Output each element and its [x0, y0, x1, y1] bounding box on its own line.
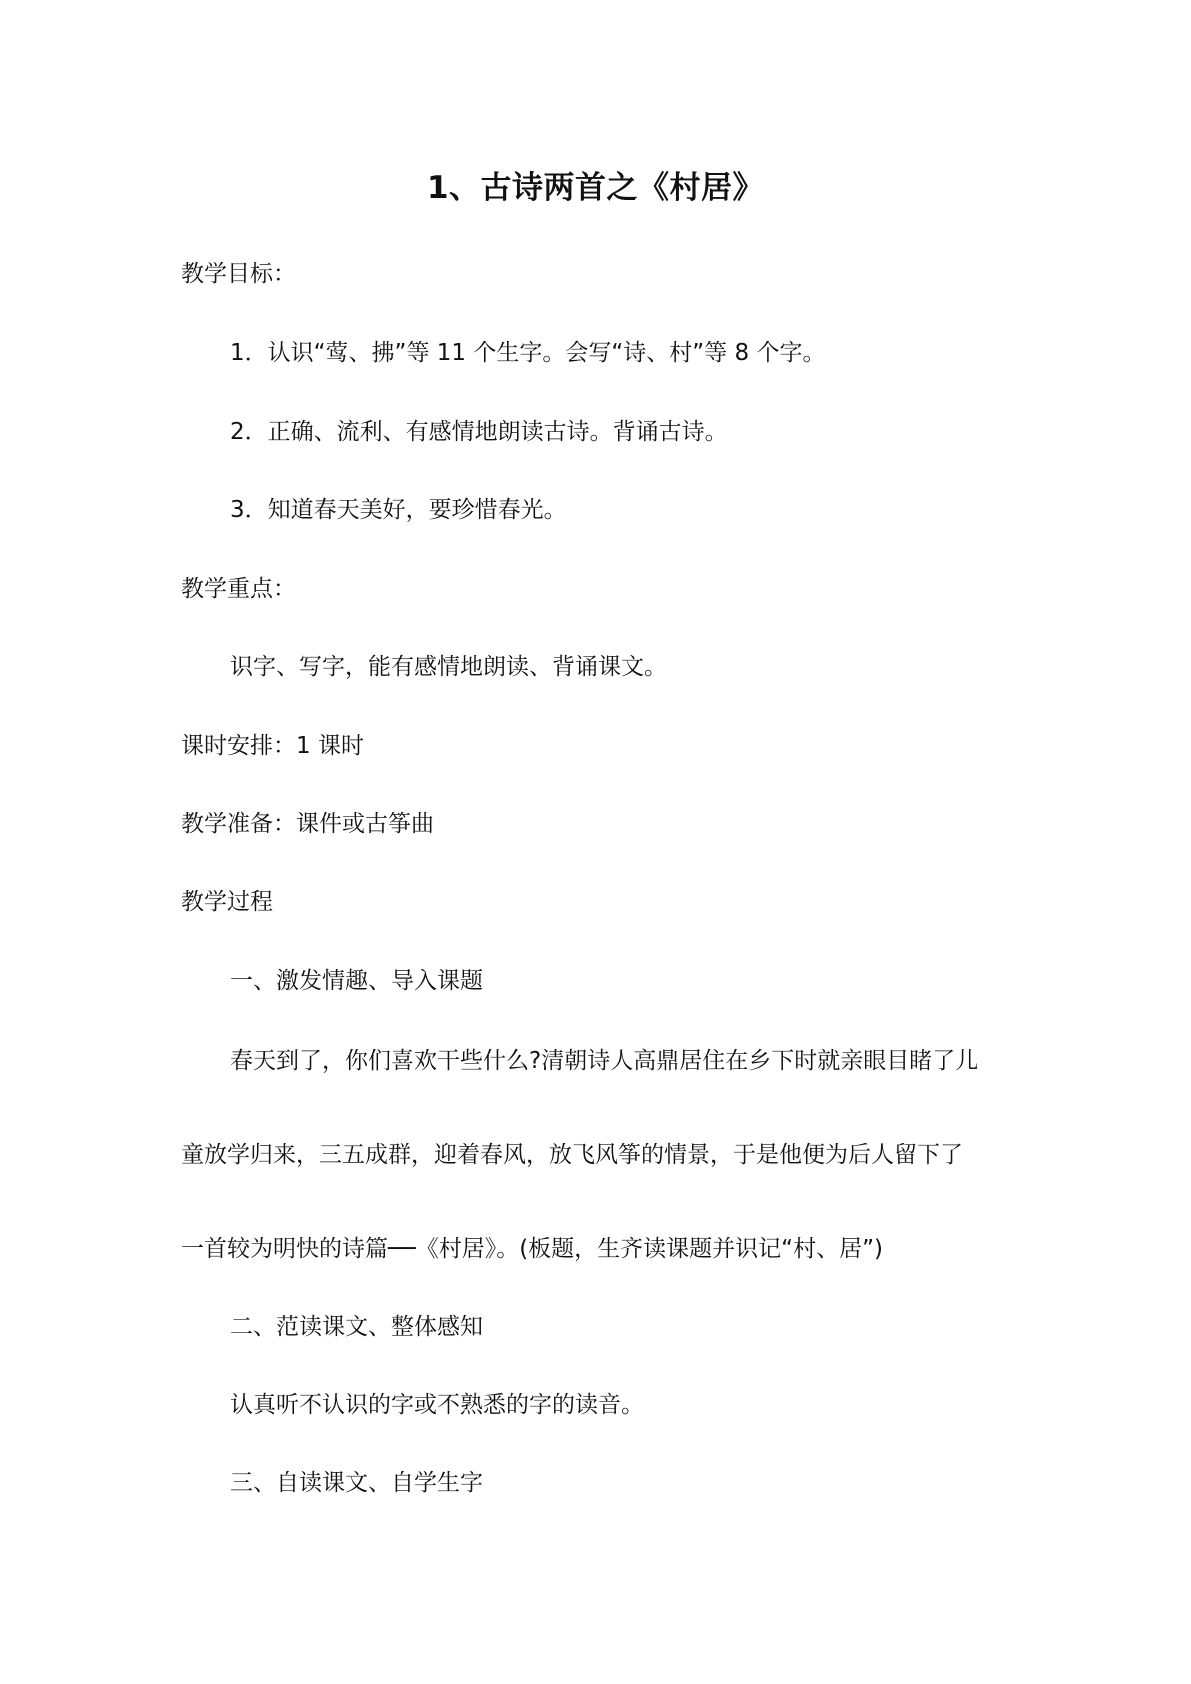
- preparation-text: 教学准备：课件或古筝曲: [181, 811, 434, 837]
- document-title: 1、古诗两首之《村居》: [426, 170, 765, 206]
- heading-key-points: 教学重点：: [181, 576, 296, 602]
- goal-item-3: 3．知道春天美好，要珍惜春光。: [230, 497, 567, 523]
- paragraph-line-1: 春天到了，你们喜欢干些什么?清朝诗人高鼎居住在乡下时就亲眼目睹了儿: [230, 1048, 979, 1074]
- section-2-text: 认真听不认识的字或不熟悉的字的读音。: [230, 1392, 644, 1418]
- schedule-text: 课时安排：1 课时: [181, 733, 364, 759]
- paragraph-line-3: 一首较为明快的诗篇──《村居》。(板题，生齐读课题并识记“村、居”): [181, 1236, 883, 1262]
- paragraph-line-2: 童放学归来，三五成群，迎着春风，放飞风筝的情景，于是他便为后人留下了: [181, 1142, 963, 1168]
- section-heading-2: 二、范读课文、整体感知: [230, 1314, 483, 1340]
- goal-item-1: 1．认识“莺、拂”等 11 个生字。会写“诗、村”等 8 个字。: [230, 340, 826, 366]
- key-points-text: 识字、写字，能有感情地朗读、背诵课文。: [230, 654, 667, 680]
- section-heading-1: 一、激发情趣、导入课题: [230, 968, 483, 994]
- section-heading-3: 三、自读课文、自学生字: [230, 1470, 483, 1496]
- heading-teaching-goals: 教学目标：: [181, 261, 296, 287]
- goal-item-2: 2．正确、流利、有感情地朗读古诗。背诵古诗。: [230, 419, 728, 445]
- heading-process: 教学过程: [181, 889, 273, 915]
